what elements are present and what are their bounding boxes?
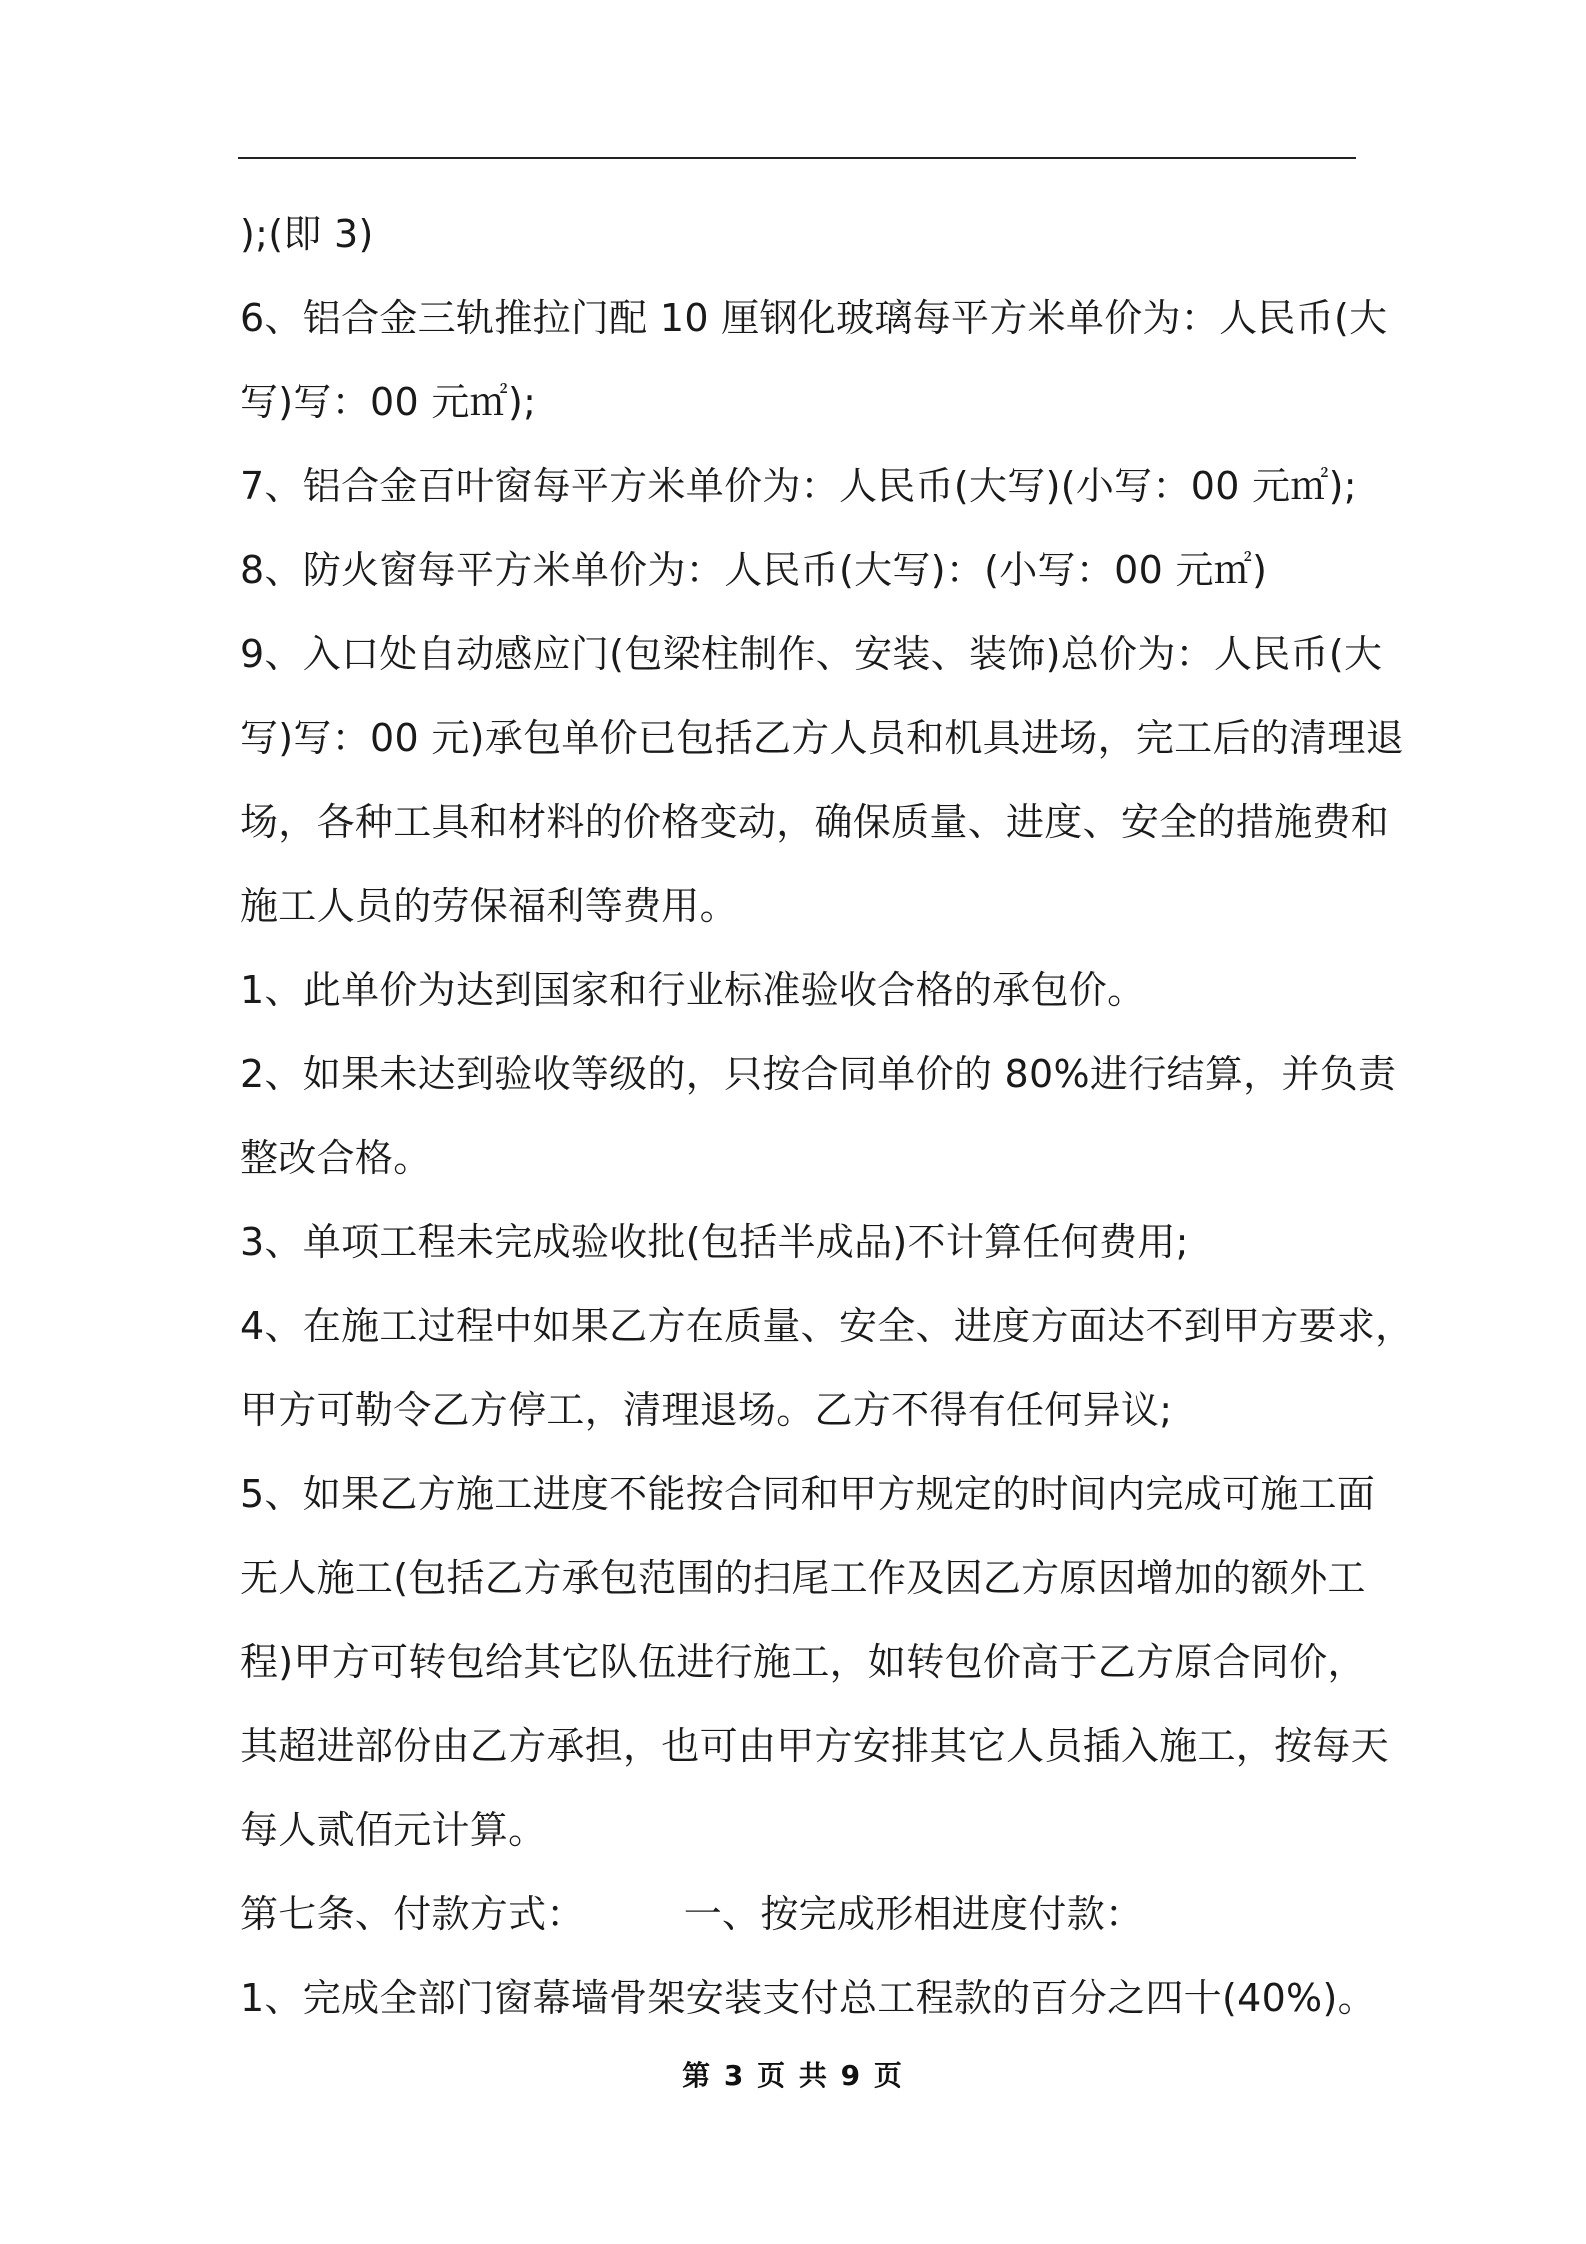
text-line: 7、铝合金百叶窗每平方米单价为：人民币(大写)(小写：00 元㎡);	[240, 464, 1357, 508]
text-line: 其超进部份由乙方承担，也可由甲方安排其它人员插入施工，按每天	[240, 1724, 1390, 1768]
header-rule	[238, 157, 1356, 159]
text-line: 1、完成全部门窗幕墙骨架安装支付总工程款的百分之四十(40%)。	[240, 1976, 1376, 2020]
text-line: 施工人员的劳保福利等费用。	[240, 884, 738, 928]
body-text	[240, 192, 1414, 2040]
text-line: 6、铝合金三轨推拉门配 10 厘钢化玻璃每平方米单价为：人民币(大	[240, 296, 1388, 340]
text-line: 无人施工(包括乙方承包范围的扫尾工作及因乙方原因增加的额外工	[240, 1556, 1366, 1600]
text-line: 3、单项工程未完成验收批(包括半成品)不计算任何费用;	[240, 1220, 1189, 1264]
text-line: 场，各种工具和材料的价格变动，确保质量、进度、安全的措施费和	[240, 800, 1390, 844]
text-line: 1、此单价为达到国家和行业标准验收合格的承包价。	[240, 968, 1146, 1012]
text-line: );(即 3)	[240, 212, 374, 256]
text-line: 程)甲方可转包给其它队伍进行施工，如转包价高于乙方原合同价，	[240, 1640, 1366, 1684]
text-line: 8、防火窗每平方米单价为：人民币(大写)：(小写：00 元㎡)	[240, 548, 1268, 592]
text-line: 第七条、付款方式： 一、按完成形相进度付款：	[240, 1892, 1144, 1936]
text-line: 每人贰佰元计算。	[240, 1808, 547, 1852]
text-line: 整改合格。	[240, 1136, 432, 1180]
text-line: 5、如果乙方施工进度不能按合同和甲方规定的时间内完成可施工面	[240, 1472, 1376, 1516]
text-line: 写)写：00 元)承包单价已包括乙方人员和机具进场，完工后的清理退	[240, 716, 1404, 760]
text-line: 甲方可勒令乙方停工，清理退场。乙方不得有任何异议;	[240, 1388, 1173, 1432]
text-line: 2、如果未达到验收等级的，只按合同单价的 80%进行结算，并负责	[240, 1052, 1397, 1096]
text-line: 写)写：00 元㎡);	[240, 380, 537, 424]
text-line: 4、在施工过程中如果乙方在质量、安全、进度方面达不到甲方要求，	[240, 1304, 1414, 1348]
page-number: 第 3 页 共 9 页	[682, 2059, 904, 2092]
text-line: 9、入口处自动感应门(包梁柱制作、安装、装饰)总价为：人民币(大	[240, 632, 1383, 676]
